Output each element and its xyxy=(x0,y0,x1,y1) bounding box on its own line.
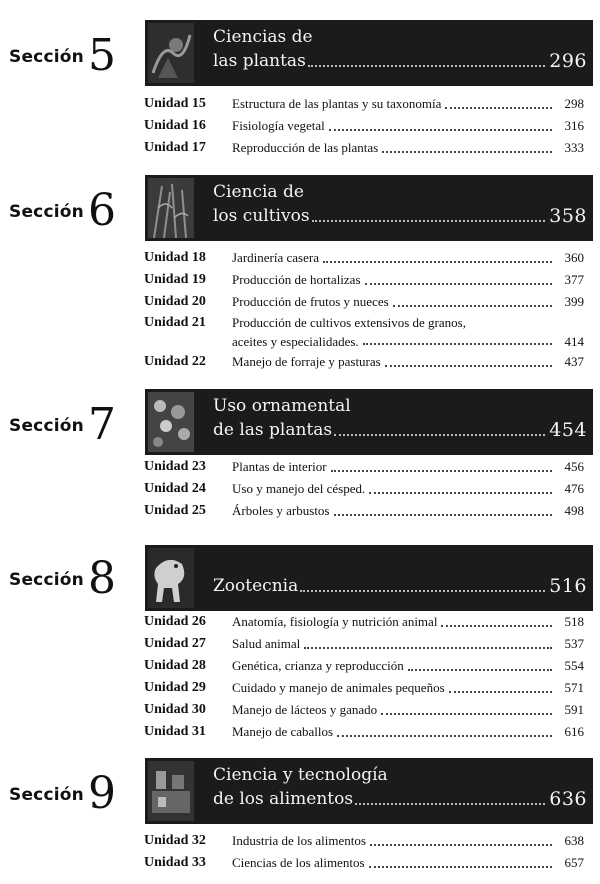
dot-leader xyxy=(312,220,546,222)
unit-row[interactable] xyxy=(144,500,584,522)
dot-leader xyxy=(370,844,552,846)
unit-page: 537 xyxy=(564,636,584,651)
unit-label: Unidad 28 xyxy=(144,658,206,673)
unit-page: 437 xyxy=(564,354,584,369)
unit-page: 298 xyxy=(564,96,584,111)
unit-page: 657 xyxy=(564,855,584,870)
unit-title: Producción de hortalizas xyxy=(232,272,361,287)
unit-page: 360 xyxy=(564,250,584,265)
unit-page: 638 xyxy=(564,833,584,848)
unit-row[interactable] xyxy=(144,115,584,137)
unit-page: 554 xyxy=(564,658,584,673)
unit-page: 333 xyxy=(564,140,584,155)
dot-leader xyxy=(363,343,552,345)
section-page: 358 xyxy=(549,205,587,227)
dot-leader xyxy=(449,691,552,693)
unit-title: Estructura de las plantas y su taxonomía xyxy=(232,96,442,111)
dot-leader xyxy=(331,470,552,472)
dot-leader xyxy=(369,492,552,494)
section-banner[interactable] xyxy=(145,20,593,86)
unit-row[interactable] xyxy=(144,269,584,291)
dot-leader xyxy=(441,625,552,627)
unit-title-continued: aceites y especialidades. xyxy=(232,334,359,349)
unit-row[interactable] xyxy=(144,830,584,852)
unit-page: 498 xyxy=(564,503,584,518)
section-title-line2: los cultivos xyxy=(213,206,310,226)
unit-title: Salud animal xyxy=(232,636,301,651)
unit-label: Unidad 16 xyxy=(144,118,206,133)
dot-leader xyxy=(445,107,552,109)
section-number: 5 xyxy=(88,30,116,81)
dot-leader xyxy=(382,151,552,153)
section-title-line2: las plantas xyxy=(213,51,306,71)
unit-page: 414 xyxy=(564,334,584,349)
unit-title: Manejo de forraje y pasturas xyxy=(232,354,381,369)
section-banner[interactable] xyxy=(145,758,593,824)
section-page: 296 xyxy=(549,50,587,72)
section-title-line2: de los alimentos xyxy=(213,789,354,809)
unit-row[interactable] xyxy=(144,721,584,743)
unit-label: Unidad 32 xyxy=(144,833,206,848)
unit-row[interactable] xyxy=(144,313,584,351)
dot-leader xyxy=(393,305,552,307)
section-number: 7 xyxy=(88,399,116,450)
unit-row[interactable] xyxy=(144,93,584,115)
section-title-line1: Ciencia de xyxy=(213,182,304,202)
dot-leader xyxy=(385,365,552,367)
unit-row[interactable] xyxy=(144,351,584,373)
unit-label: Unidad 19 xyxy=(144,272,206,287)
unit-label: Unidad 24 xyxy=(144,481,206,496)
unit-page: 316 xyxy=(564,118,584,133)
dot-leader xyxy=(329,129,552,131)
dot-leader xyxy=(365,283,552,285)
section-number: 9 xyxy=(88,768,116,819)
section-title-line1: Uso ornamental xyxy=(213,396,351,416)
unit-label: Unidad 21 xyxy=(144,315,206,330)
unit-title: Plantas de interior xyxy=(232,459,327,474)
unit-label: Unidad 26 xyxy=(144,614,206,629)
unit-title: Anatomía, fisiología y nutrición animal xyxy=(232,614,438,629)
section-label: Sección xyxy=(9,570,84,590)
dot-leader xyxy=(323,261,552,263)
unit-label: Unidad 18 xyxy=(144,250,206,265)
section-title-line2: Zootecnia xyxy=(213,576,299,596)
section-page: 516 xyxy=(549,575,587,597)
section-banner[interactable] xyxy=(145,545,593,611)
unit-row[interactable] xyxy=(144,852,584,874)
unit-page: 456 xyxy=(564,459,584,474)
unit-title: Árboles y arbustos xyxy=(232,503,330,518)
section-banner[interactable] xyxy=(145,175,593,241)
unit-row[interactable] xyxy=(144,478,584,500)
unit-label: Unidad 31 xyxy=(144,724,206,739)
unit-label: Unidad 30 xyxy=(144,702,206,717)
section-label: Sección xyxy=(9,785,84,805)
unit-title: Industria de los alimentos xyxy=(232,833,366,848)
dot-leader xyxy=(369,866,552,868)
dot-leader xyxy=(334,434,545,436)
unit-page: 518 xyxy=(564,614,584,629)
unit-label: Unidad 25 xyxy=(144,503,206,518)
section-number: 6 xyxy=(88,185,116,236)
section-page: 454 xyxy=(549,419,587,441)
unit-title: Cuidado y manejo de animales pequeños xyxy=(232,680,445,695)
dot-leader xyxy=(308,65,545,67)
unit-row[interactable] xyxy=(144,633,584,655)
flowers-photo-icon xyxy=(148,392,194,452)
unit-title: Jardinería casera xyxy=(232,250,319,265)
unit-label: Unidad 29 xyxy=(144,680,206,695)
unit-title: Producción de cultivos extensivos de granos, xyxy=(232,315,466,330)
unit-title: Ciencias de los alimentos xyxy=(232,855,365,870)
unit-label: Unidad 27 xyxy=(144,636,206,651)
unit-label: Unidad 23 xyxy=(144,459,206,474)
unit-title: Manejo de lácteos y ganado xyxy=(232,702,378,717)
dot-leader xyxy=(381,713,552,715)
unit-row[interactable] xyxy=(144,291,584,313)
unit-page: 591 xyxy=(564,702,584,717)
unit-page: 616 xyxy=(564,724,584,739)
unit-page: 377 xyxy=(564,272,584,287)
unit-row[interactable] xyxy=(144,247,584,269)
unit-title: Manejo de caballos xyxy=(232,724,334,739)
dot-leader xyxy=(300,590,545,592)
dot-leader xyxy=(304,647,552,649)
unit-label: Unidad 17 xyxy=(144,140,206,155)
animal-photo-icon xyxy=(148,548,194,608)
section-number: 8 xyxy=(88,553,116,604)
unit-page: 399 xyxy=(564,294,584,309)
unit-row[interactable] xyxy=(144,611,584,633)
section-title-line2: de las plantas xyxy=(213,420,333,440)
unit-label: Unidad 20 xyxy=(144,294,206,309)
unit-title: Producción de frutos y nueces xyxy=(232,294,389,309)
section-page: 636 xyxy=(549,788,587,810)
unit-row[interactable] xyxy=(144,137,584,159)
unit-title: Uso y manejo del césped. xyxy=(232,481,366,496)
plant-photo-icon xyxy=(148,23,194,83)
dot-leader xyxy=(337,735,552,737)
section-label: Sección xyxy=(9,416,84,436)
unit-title: Reproducción de las plantas xyxy=(232,140,379,155)
unit-label: Unidad 15 xyxy=(144,96,206,111)
unit-page: 571 xyxy=(564,680,584,695)
unit-title: Genética, crianza y reproducción xyxy=(232,658,404,673)
dot-leader xyxy=(334,514,553,516)
food-lab-photo-icon xyxy=(148,761,194,821)
section-banner[interactable] xyxy=(145,389,593,455)
unit-label: Unidad 22 xyxy=(144,354,206,369)
section-label: Sección xyxy=(9,47,84,67)
unit-row[interactable] xyxy=(144,655,584,677)
dot-leader xyxy=(355,803,545,805)
unit-title: Fisiología vegetal xyxy=(232,118,325,133)
unit-label: Unidad 33 xyxy=(144,855,206,870)
unit-row[interactable] xyxy=(144,699,584,721)
section-title-line1: Ciencias de xyxy=(213,27,313,47)
crops-photo-icon xyxy=(148,178,194,238)
unit-page: 476 xyxy=(564,481,584,496)
section-title-line1: Ciencia y tecnología xyxy=(213,765,388,785)
dot-leader xyxy=(408,669,552,671)
unit-row[interactable] xyxy=(144,456,584,478)
section-label: Sección xyxy=(9,202,84,222)
unit-row[interactable] xyxy=(144,677,584,699)
